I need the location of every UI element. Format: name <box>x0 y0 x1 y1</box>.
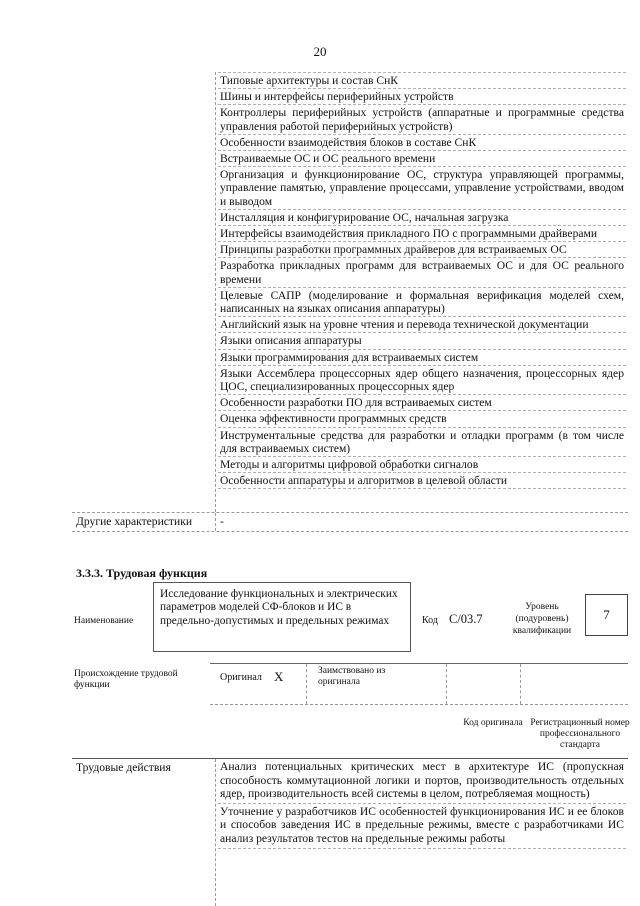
list-item: Методы и алгоритмы цифровой обработки сигналов <box>218 457 626 473</box>
list-item: Инструментальные средства для разработки и отладки программ (в том числе для встраиваемых систем) <box>218 428 626 457</box>
actions-table <box>72 758 628 906</box>
list-item: Разработка прикладных программ для встраиваемых ОС и для ОС реального времени <box>218 258 626 287</box>
list-item: Уточнение у разработчиков ИС особенностей функционирования ИС и ее блоков и способов заведения ИС в предельные режимы, вместе с разработчиками ИС анализ результатов тестов на предельные режимы работы <box>218 804 626 849</box>
naim-value: Исследование функциональных и электрических параметров моделей СФ-блоков и ИС в предельно-допустимых и предельных режимах <box>160 588 398 627</box>
kod-original-label: Код оригинала <box>463 718 523 728</box>
other-characteristics-value: - <box>220 515 224 528</box>
list-item: Организация и функционирование ОС, структура управляющей программы, управление памятью, управление процессами, управление устройствами, вводом и выводом <box>218 167 626 210</box>
actions-list <box>218 759 626 849</box>
list-item: Английский язык на уровне чтения и перевода технической документации <box>218 317 626 333</box>
list-item: Анализ потенциальных критических мест в архитектуре ИС (пропускная способность коммутационной логики и портов, производительность отдельных ядер, производительность всей системы в целом, потребляемая мощность) <box>218 759 626 804</box>
list-item: Интерфейсы взаимодействия прикладного ПО с программными драйверами <box>218 226 626 242</box>
table-divider <box>215 72 216 512</box>
list-item: Особенности взаимодействия блоков в составе СнК <box>218 135 626 151</box>
knowledge-list <box>218 72 626 489</box>
original-mark: X <box>274 669 284 684</box>
table-divider <box>215 513 216 531</box>
registration-number-label: Регистрационный номер профессионального стандарта <box>530 718 630 750</box>
list-item: Особенности разработки ПО для встраиваемых систем <box>218 395 626 411</box>
table-divider <box>215 759 216 906</box>
section-title: 3.3.3. Трудовая функция <box>76 566 208 580</box>
list-item: Контроллеры периферийных устройств (аппаратные и программные средства управления работой периферийных устройств) <box>218 105 626 134</box>
other-characteristics-label: Другие характеристики <box>76 515 193 528</box>
list-item: Особенности аппаратуры и алгоритмов в целевой области <box>218 473 626 489</box>
list-item: Языки программирования для встраиваемых систем <box>218 350 626 366</box>
list-item: Оценка эффективности программных средств <box>218 411 626 427</box>
list-item: Инсталляция и конфигурирование ОС, начальная загрузка <box>218 210 626 226</box>
list-item: Встраиваемые ОС и ОС реального времени <box>218 151 626 167</box>
kod-value: C/03.7 <box>449 612 483 626</box>
page-number: 20 <box>313 44 327 59</box>
naim-label: Наименование <box>74 616 134 626</box>
level-label: Уровень (подуровень) квалификации <box>512 602 572 636</box>
origin-divider <box>306 664 307 704</box>
list-item: Типовые архитектуры и состав СнК <box>218 72 626 89</box>
origin-divider <box>520 664 521 704</box>
borrowed-label: Заимствовано из оригинала <box>318 666 386 687</box>
actions-label: Трудовые действия <box>76 761 171 774</box>
original-label: Оригинал <box>220 672 262 683</box>
list-item: Языки Ассемблера процессорных ядер общего назначения, процессорных ядер ЦОС, специализированных процессорных ядер <box>218 366 626 395</box>
list-item: Целевые САПР (моделирование и формальная верификация моделей схем, написанных на языках описания аппаратуры) <box>218 288 626 317</box>
naim-box <box>153 582 411 652</box>
list-item: Шины и интерфейсы периферийных устройств <box>218 89 626 105</box>
kod-label: Код <box>422 615 438 626</box>
list-item: Языки описания аппаратуры <box>218 333 626 349</box>
level-value: 7 <box>585 594 628 636</box>
list-item: Принципы разработки программных драйверов для встраиваемых ОС <box>218 242 626 258</box>
origin-box <box>210 663 628 705</box>
knowledge-table <box>72 72 628 512</box>
origin-divider <box>446 664 447 704</box>
other-characteristics-row <box>72 512 628 532</box>
origin-label: Происхождение трудовой функции <box>74 669 178 690</box>
